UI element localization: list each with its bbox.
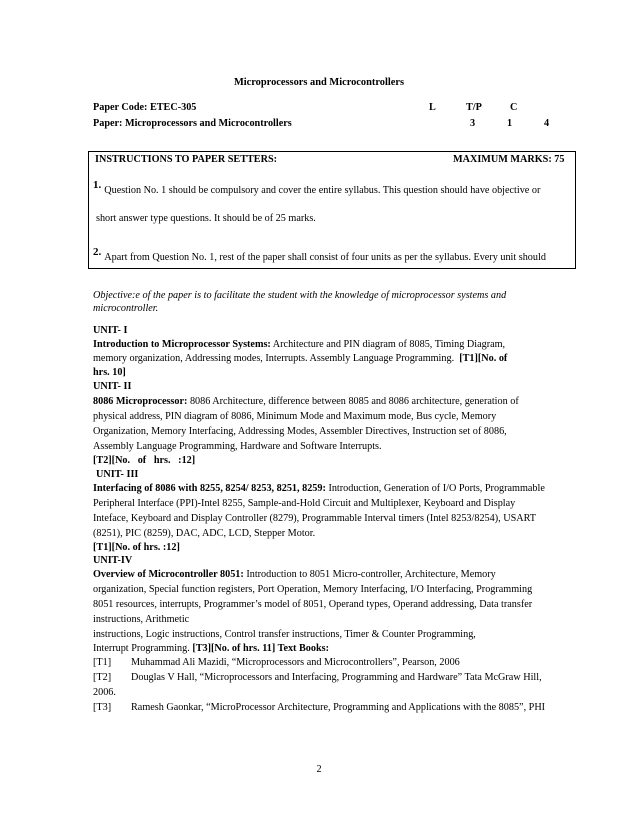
unit-4-line-4: instructions, Arithmetic <box>93 614 190 625</box>
col-l-label: L <box>429 102 436 113</box>
textbook-tag-1: [T1] <box>93 657 112 668</box>
unit-2-line-3: Organization, Memory Interfacing, Addressing Modes, Assembler Directives, Instruction set of 8086, <box>93 426 507 437</box>
textbook-text-1: Muhammad Ali Mazidi, “Microprocessors and Microcontrollers”, Pearson, 2006 <box>131 657 460 668</box>
unit-3-line-1: Interfacing of 8086 with 8255, 8254/ 8253, 8251, 8259: Introduction, Generation of I/O Ports, Programmable <box>93 483 545 494</box>
unit-2-line-1: 8086 Microprocessor: 8086 Architecture, difference between 8085 and 8086 architecture, generation of <box>93 396 519 407</box>
unit-2-heading: UNIT- II <box>93 381 132 392</box>
unit-2-line-2: physical address, PIN diagram of 8086, Minimum Mode and Maximum mode, Bus cycle, Memory <box>93 411 497 422</box>
paper-code: Paper Code: ETEC-305 <box>93 102 197 113</box>
max-marks: MAXIMUM MARKS: 75 <box>453 154 565 165</box>
document-title: Microprocessors and Microcontrollers <box>233 77 405 88</box>
unit-1-line-2: memory organization, Addressing modes, Interrupts. Assembly Language Programming. [T1][No. of <box>93 353 508 364</box>
unit-4-line-3: 8051 resources, interrupts, Programmer’s model of 8051, Operand types, Operand addressing, Data transfer <box>93 599 533 610</box>
unit-4-line-2: organization, Special function registers, Port Operation, Memory Interfacing, I/O Interfacing, Programming <box>93 584 533 595</box>
textbook-text-2: Douglas V Hall, “Microprocessors and Interfacing, Programming and Hardware” Tata McGraw Hill, <box>131 672 542 683</box>
instruction-number: 2. <box>93 246 102 258</box>
unit-1-line-1: Introduction to Microprocessor Systems: Architecture and PIN diagram of 8085, Timing Diagram, <box>93 339 506 350</box>
unit-2-line-4: Assembly Language Programming, Hardware and Software Interrupts. <box>93 441 382 452</box>
instruction-text: Question No. 1 should be compulsory and cover the entire syllabus. This question should have objective or <box>104 185 541 196</box>
unit-4-line-6: Interrupt Programming. [T3][No. of hrs. 11] Text Books: <box>93 643 330 654</box>
unit-4-line-5: instructions, Logic instructions, Control transfer instructions, Timer & Counter Programming, <box>93 629 476 640</box>
col-l-value: 3 <box>470 118 476 129</box>
textbook-text-3: Ramesh Gaonkar, “MicroProcessor Architecture, Programming and Applications with the 8085”, PHI <box>131 702 546 713</box>
unit-3-line-3: Inteface, Keyboard and Display Controller (8279), Programmable Interval timers (Intel 8253/8254), USART <box>93 513 536 524</box>
col-c-value: 4 <box>544 118 550 129</box>
instruction-item-1-cont: short answer type questions. It should be of 25 marks. <box>96 213 316 224</box>
textbook-tag-3: [T3] <box>93 702 112 713</box>
unit-3-line-2: Peripheral Interface (PPI)-Intel 8255, Sample-and-Hold Circuit and Multiplexer, Keyboard and Display <box>93 498 516 509</box>
instruction-number: 1. <box>93 179 102 191</box>
col-c-label: C <box>510 102 518 113</box>
page-number: 2 <box>316 764 322 775</box>
unit-4-line-1: Overview of Microcontroller 8051: Introduction to 8051 Micro-controller, Architecture, Memory <box>93 569 496 580</box>
col-tp-value: 1 <box>507 118 513 129</box>
col-tp-label: T/P <box>466 102 482 113</box>
unit-1-hours: hrs. 10] <box>93 367 126 378</box>
unit-3-heading: UNIT- III <box>96 469 139 480</box>
unit-4-heading: UNIT-IV <box>93 555 133 566</box>
instruction-item-2 <box>93 246 546 263</box>
unit-2-hours: [T2][No. of hrs. :12] <box>93 455 196 466</box>
unit-3-line-4: (8251), PIC (8259), DAC, ADC, LCD, Stepper Motor. <box>93 528 316 539</box>
objective-line-1: Objective:e of the paper is to facilitate the student with the knowledge of microprocessor systems and <box>93 290 507 301</box>
instructions-heading: INSTRUCTIONS TO PAPER SETTERS: <box>95 154 278 165</box>
instruction-text: Apart from Question No. 1, rest of the paper shall consist of four units as per the syllabus. Every unit should <box>104 252 546 263</box>
textbook-tag-2: [T2] <box>93 672 112 683</box>
textbook-text-2-cont: 2006. <box>93 687 116 698</box>
instruction-item-1 <box>93 179 541 196</box>
paper-name: Paper: Microprocessors and Microcontrollers <box>93 118 292 129</box>
objective-line-2: microcontroller. <box>93 303 159 314</box>
unit-3-hours: [T1][No. of hrs. :12] <box>93 542 180 553</box>
unit-1-heading: UNIT- I <box>93 325 128 336</box>
